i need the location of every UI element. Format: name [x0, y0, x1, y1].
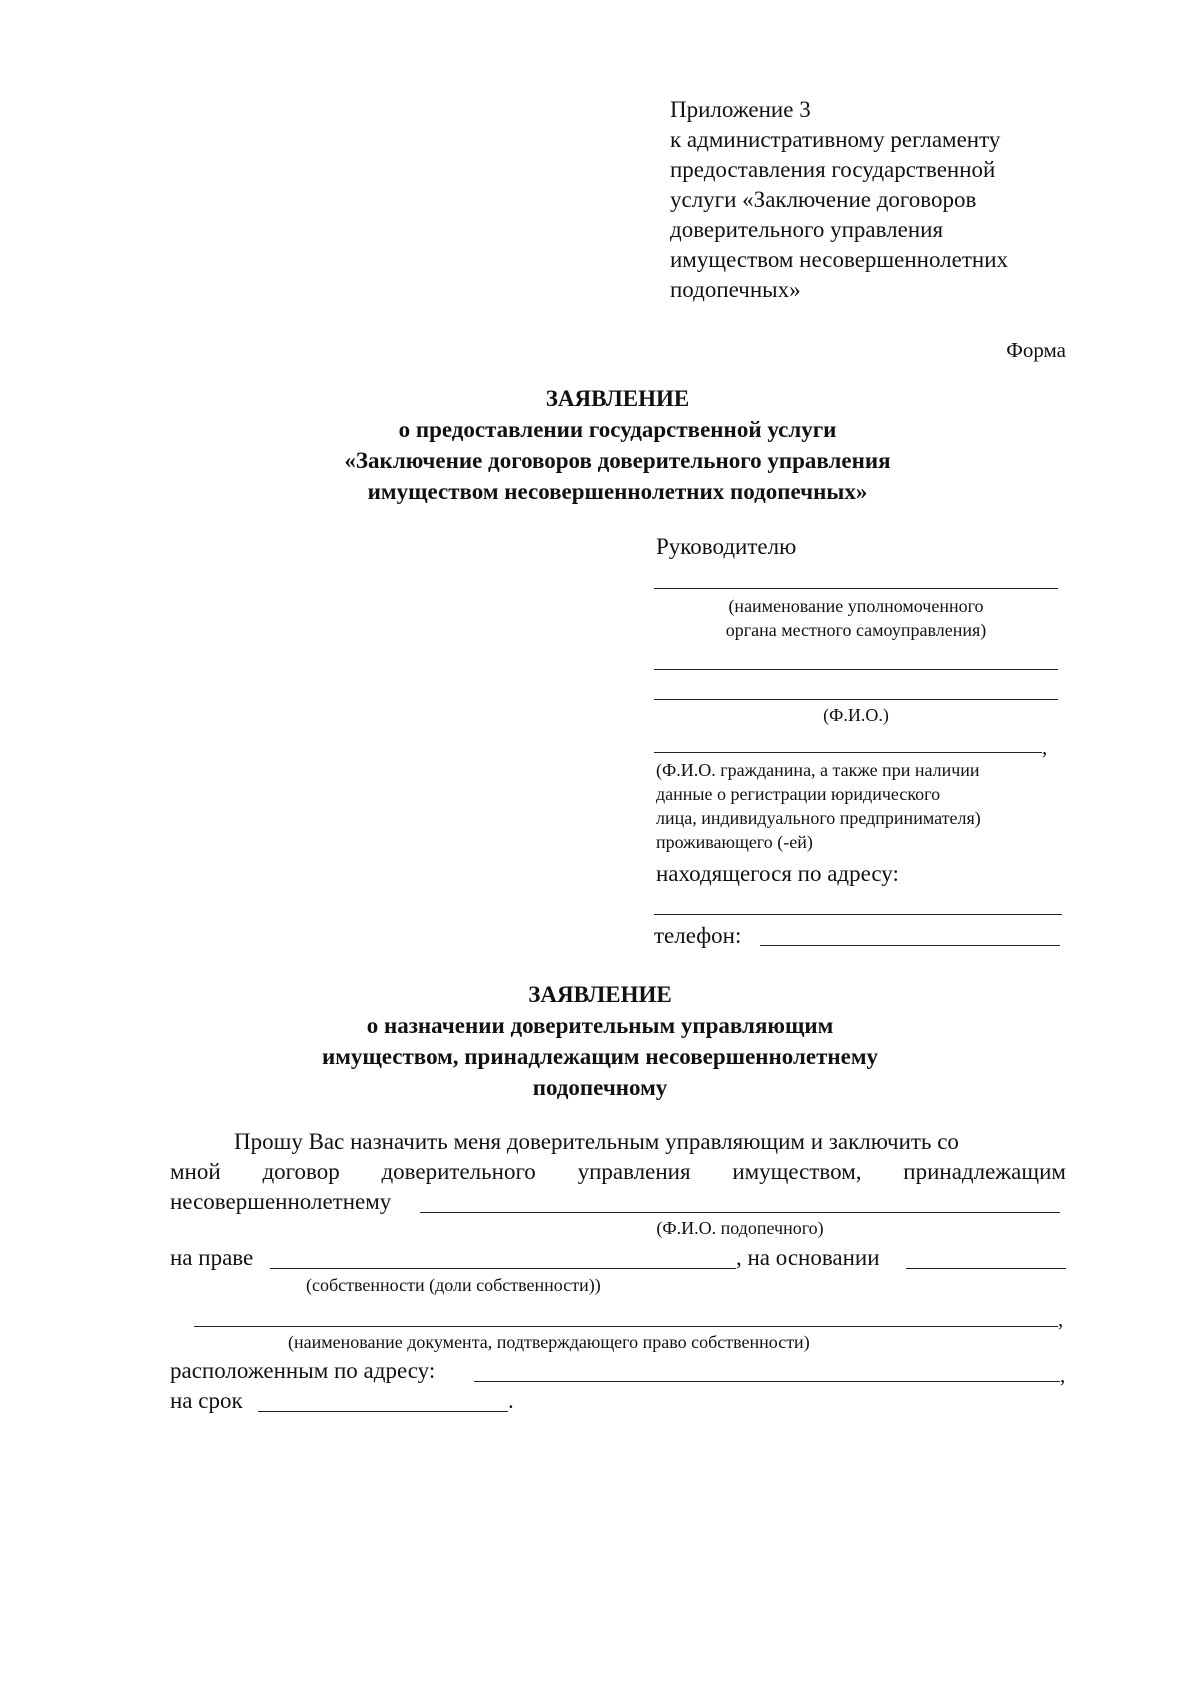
title-line: имуществом, принадлежащим несовершеннолетнему: [321, 1044, 879, 1069]
title-heading: ЗАЯВЛЕНИЕ: [528, 982, 672, 1007]
org-name-field-2[interactable]: [654, 669, 1058, 670]
ward-fio-hint: (Ф.И.О. подопечного): [656, 1218, 824, 1238]
appendix-line: предоставления государственной: [670, 157, 996, 182]
located-label: расположенным по адресу:: [170, 1358, 436, 1383]
ward-fio-field[interactable]: [420, 1212, 1060, 1213]
application-title-2: [235, 979, 965, 1103]
request-line-3: несовершеннолетнему: [170, 1189, 392, 1214]
comma: ,: [1042, 735, 1048, 759]
comma: ,: [1060, 1363, 1066, 1387]
basis-field[interactable]: [906, 1268, 1066, 1269]
property-address-field[interactable]: [474, 1381, 1060, 1382]
application-title-1: [250, 383, 985, 507]
citizen-fio-field[interactable]: [654, 752, 1042, 753]
request-line-1: Прошу Вас назначить меня доверительным управляющим и заключить со: [234, 1129, 959, 1154]
document-hint: (наименование документа, подтверждающего право собственности): [288, 1332, 810, 1352]
term-label: на срок: [170, 1388, 243, 1413]
document-field[interactable]: [194, 1326, 1058, 1327]
org-name-hint: (наименование уполномоченного органа местного самоуправления): [725, 596, 987, 640]
head-fio-hint: (Ф.И.О.): [823, 705, 889, 725]
request-line-2: мной договор доверительного управления имуществом, принадлежащим: [170, 1159, 1066, 1184]
title-line: имуществом несовершеннолетних подопечных»: [367, 479, 868, 504]
ownership-right-field[interactable]: [270, 1268, 736, 1269]
appendix-line: услуги «Заключение договоров: [670, 187, 977, 212]
address-label: находящегося по адресу:: [656, 861, 899, 886]
head-fio-field[interactable]: [654, 699, 1058, 700]
address-field[interactable]: [654, 914, 1062, 915]
org-name-field[interactable]: [654, 588, 1058, 589]
right-label: на праве: [170, 1245, 254, 1270]
title-line: о назначении доверительным управляющим: [366, 1013, 834, 1038]
title-heading: ЗАЯВЛЕНИЕ: [545, 386, 690, 411]
title-line: «Заключение договоров доверительного управления: [344, 448, 891, 473]
appendix-line: доверительного управления: [670, 217, 944, 242]
comma: ,: [1058, 1307, 1064, 1331]
phone-field[interactable]: [760, 945, 1060, 946]
basis-label: , на основании: [736, 1245, 880, 1270]
title-line: о предоставлении государственной услуги: [398, 417, 837, 442]
form-label: Форма: [1006, 338, 1066, 362]
phone-label: телефон:: [654, 923, 742, 948]
ownership-hint: (собственности (доли собственности)): [306, 1275, 601, 1295]
appendix-line: подопечных»: [670, 277, 801, 302]
citizen-hint: (Ф.И.О. гражданина, а также при наличии данные о регистрации юридического лица, индивидуального предпринимателя) проживающего (-ей): [656, 760, 981, 852]
appendix-line: имуществом несовершеннолетних: [670, 247, 1009, 272]
title-line: подопечному: [532, 1075, 668, 1100]
appendix-line: Приложение 3: [670, 97, 811, 122]
addressee-to: Руководителю: [656, 534, 797, 559]
appendix-block: [670, 95, 1008, 305]
period: .: [508, 1388, 514, 1413]
appendix-line: к административному регламенту: [670, 127, 1001, 152]
term-field[interactable]: [258, 1411, 508, 1412]
